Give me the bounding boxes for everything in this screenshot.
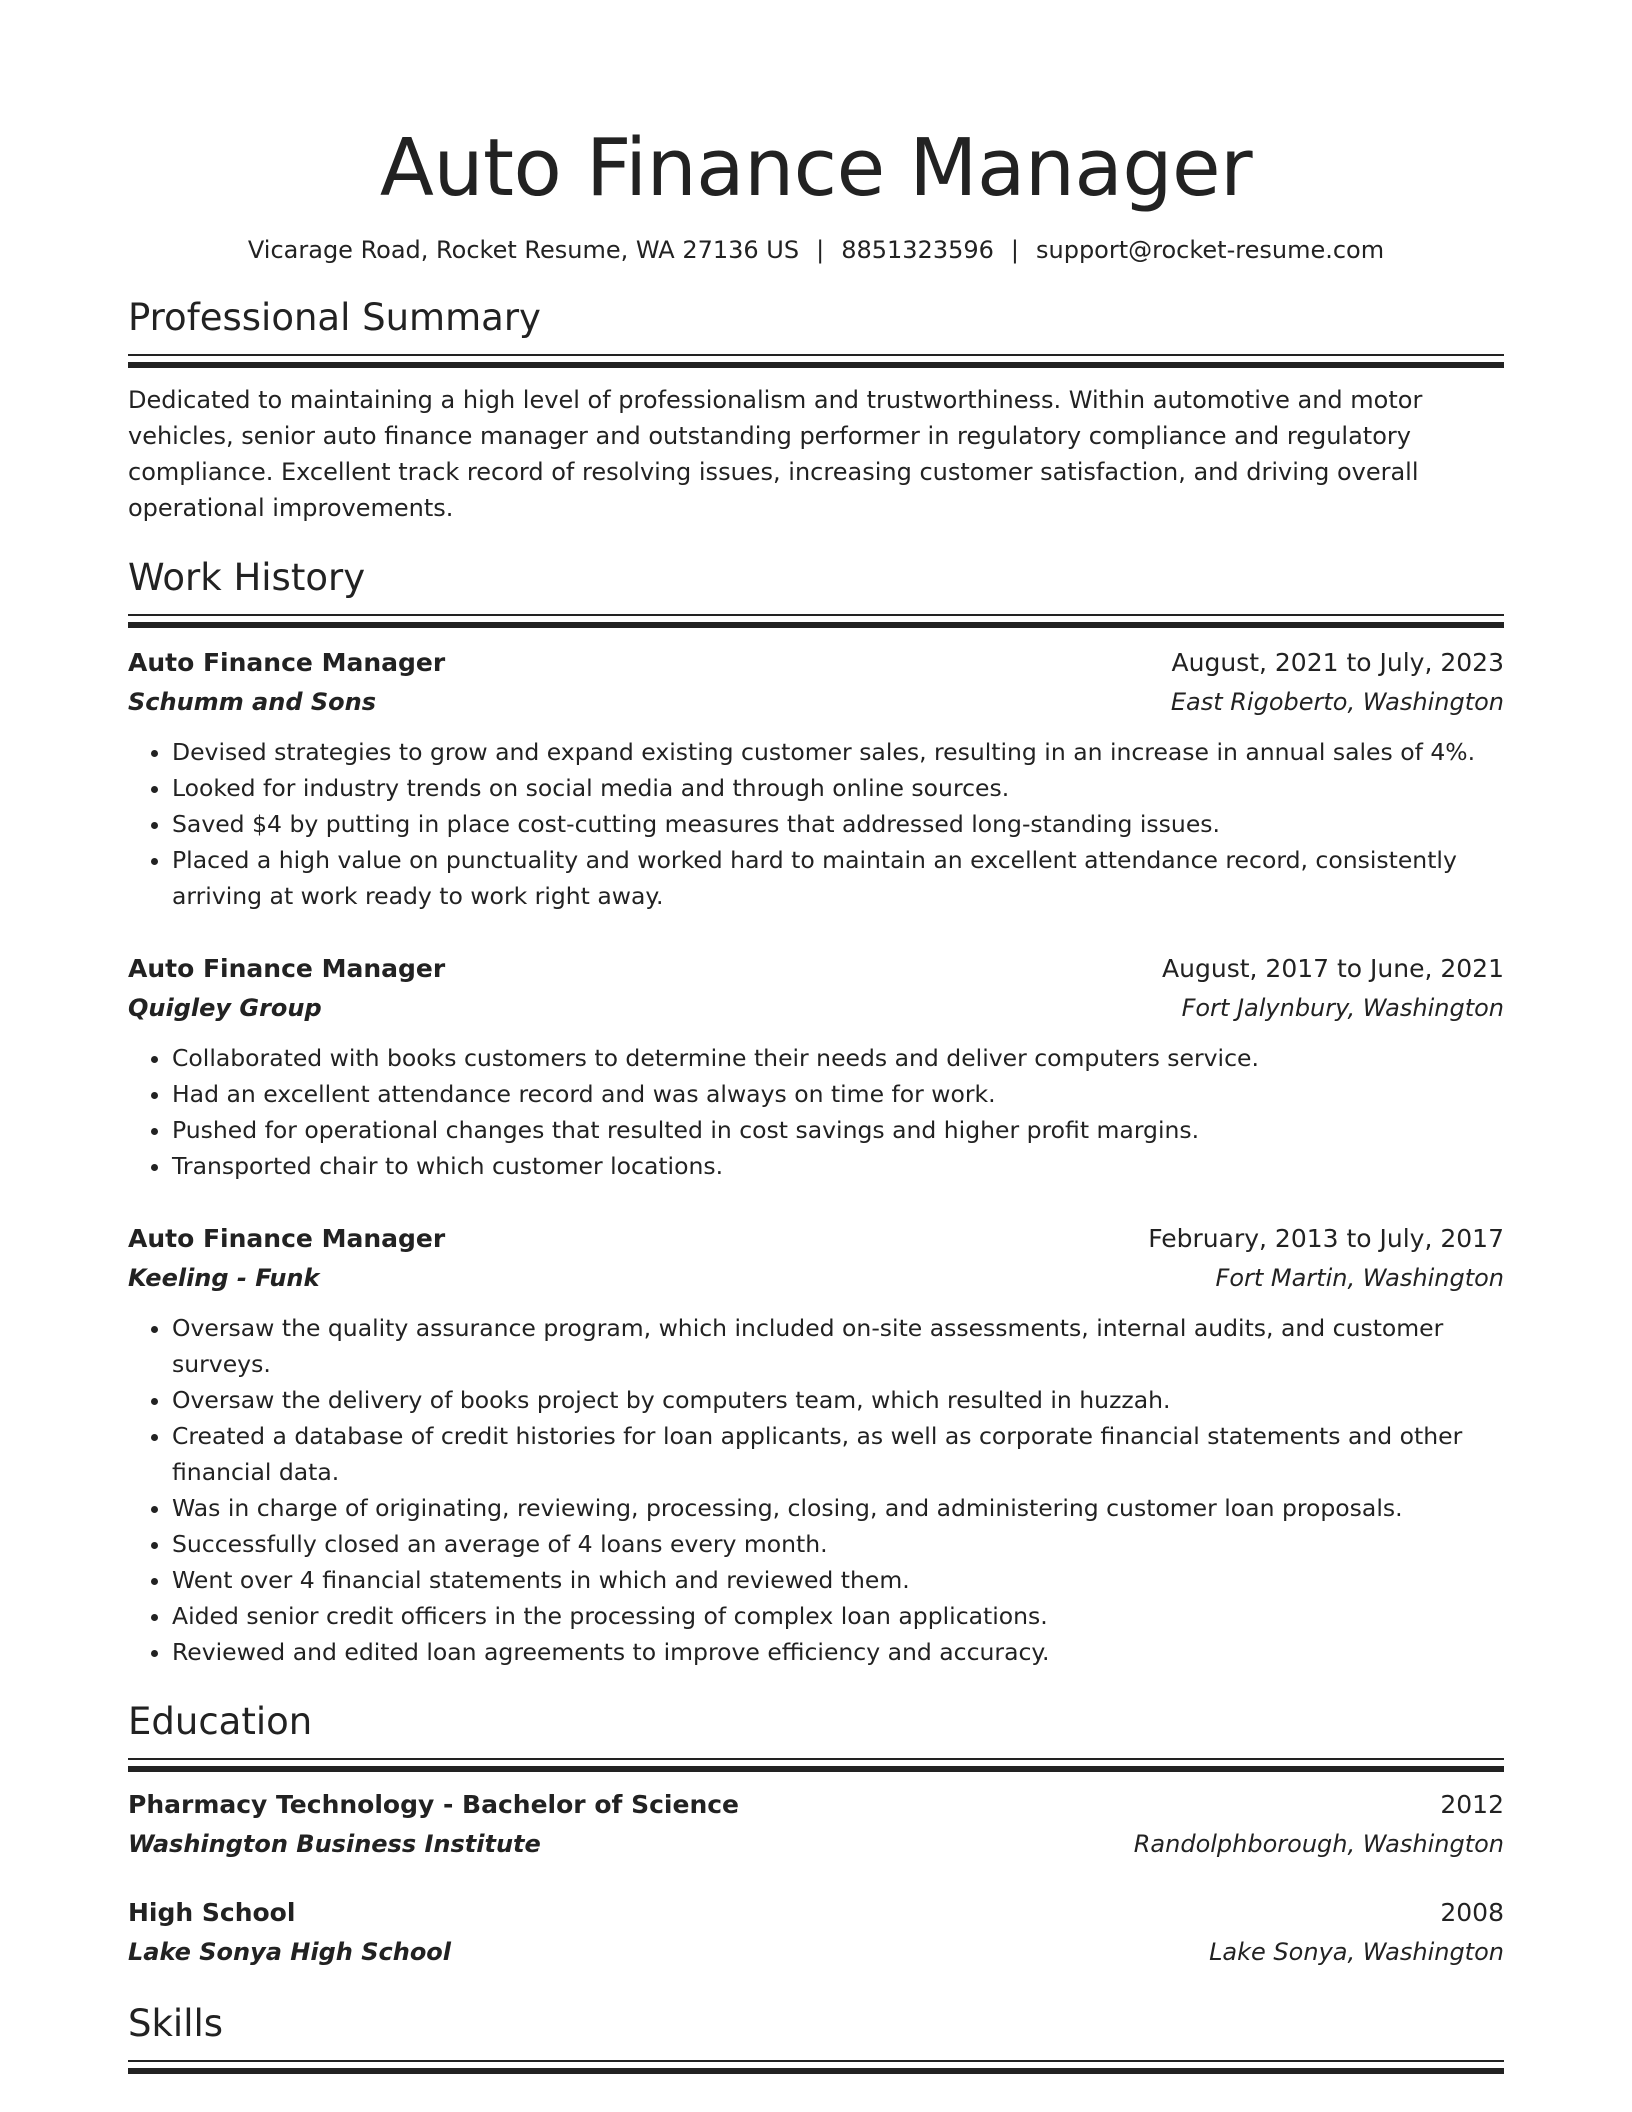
- job-bullet: • Collaborated with books customers to determine their needs and deliver computers service.: [172, 1040, 1504, 1076]
- section-divider: [128, 2060, 1504, 2074]
- section-divider: [128, 614, 1504, 628]
- job-entry: [128, 950, 1504, 1184]
- contact-phone: 8851323596: [841, 236, 994, 264]
- job-bullet: • Looked for industry trends on social media and through online sources.: [172, 770, 1504, 806]
- job-bullets: [128, 1310, 1504, 1670]
- section-divider: [128, 1758, 1504, 1772]
- education-year: 2008: [1440, 1898, 1504, 1927]
- education-school: Washington Business Institute: [128, 1830, 541, 1858]
- job-company: Schumm and Sons: [128, 688, 377, 716]
- education-degree: High School: [128, 1898, 296, 1927]
- resume-page: [128, 120, 1504, 2074]
- job-bullet: • Devised strategies to grow and expand existing customer sales, resulting in an increase in annual sales of 4%.: [172, 734, 1504, 770]
- job-bullet: • Saved $4 by putting in place cost-cutting measures that addressed long-standing issues.: [172, 806, 1504, 842]
- job-location: East Rigoberto, Washington: [1170, 688, 1504, 716]
- education-location: Randolphborough, Washington: [1133, 1830, 1504, 1858]
- education-degree: Pharmacy Technology - Bachelor of Science: [128, 1790, 740, 1819]
- summary-heading: Professional Summary: [128, 296, 541, 339]
- job-bullet: • Aided senior credit officers in the processing of complex loan applications.: [172, 1598, 1504, 1634]
- education-entry: [128, 1894, 1504, 1972]
- job-title: Auto Finance Manager: [128, 954, 446, 983]
- contact-email: support@rocket-resume.com: [1036, 236, 1385, 264]
- job-bullets: [128, 1040, 1504, 1184]
- job-title: Auto Finance Manager: [128, 648, 446, 677]
- job-dates: August, 2017 to June, 2021: [1162, 954, 1504, 983]
- job-bullets: [128, 734, 1504, 914]
- resume-name: Auto Finance Manager: [379, 122, 1253, 214]
- job-bullet: • Had an excellent attendance record and was always on time for work.: [172, 1076, 1504, 1112]
- job-bullet: • Pushed for operational changes that resulted in cost savings and higher profit margins.: [172, 1112, 1504, 1148]
- job-dates: August, 2021 to July, 2023: [1171, 648, 1504, 677]
- job-location: Fort Jalynbury, Washington: [1181, 994, 1504, 1022]
- education-entry: [128, 1786, 1504, 1864]
- education-location: Lake Sonya, Washington: [1209, 1938, 1504, 1966]
- job-bullet: • Transported chair to which customer locations.: [172, 1148, 1504, 1184]
- job-bullet: • Was in charge of originating, reviewing, processing, closing, and administering customer loan proposals.: [172, 1490, 1504, 1526]
- job-bullet: • Successfully closed an average of 4 loans every month.: [172, 1526, 1504, 1562]
- contact-address: Vicarage Road, Rocket Resume, WA 27136 US: [247, 236, 800, 264]
- job-bullet: • Oversaw the delivery of books project by computers team, which resulted in huzzah.: [172, 1382, 1504, 1418]
- summary-text: Dedicated to maintaining a high level of professionalism and trustworthiness. Within automotive and motor vehicles, senior auto finance manager and outstanding performer in regulatory compliance and regulatory compliance. Excellent track record of resolving issues, increasing customer satisfaction, and driving overall operational improvements.: [128, 386, 1423, 522]
- job-title: Auto Finance Manager: [128, 1224, 446, 1253]
- contact-separator: |: [816, 236, 825, 264]
- job-bullet: • Oversaw the quality assurance program, which included on-site assessments, internal audits, and customer surveys.: [172, 1310, 1504, 1382]
- education-school: Lake Sonya High School: [128, 1938, 452, 1966]
- job-bullet: • Placed a high value on punctuality and worked hard to maintain an excellent attendance record, consistently arriving at work ready to work right away.: [172, 842, 1504, 914]
- contact-separator: |: [1010, 236, 1019, 264]
- job-bullet: • Created a database of credit histories for loan applicants, as well as corporate financial statements and other financial data.: [172, 1418, 1504, 1490]
- contact-line: [128, 234, 1504, 266]
- skills-heading: Skills: [128, 2002, 224, 2045]
- job-company: Keeling - Funk: [128, 1264, 320, 1292]
- job-bullet: • Reviewed and edited loan agreements to improve efficiency and accuracy.: [172, 1634, 1504, 1670]
- job-entry: [128, 1220, 1504, 1670]
- job-bullet: • Went over 4 financial statements in which and reviewed them.: [172, 1562, 1504, 1598]
- job-entry: [128, 644, 1504, 914]
- job-dates: February, 2013 to July, 2017: [1148, 1224, 1504, 1253]
- job-company: Quigley Group: [128, 994, 322, 1022]
- job-location: Fort Martin, Washington: [1215, 1264, 1504, 1292]
- education-heading: Education: [128, 1700, 313, 1743]
- education-year: 2012: [1440, 1790, 1504, 1819]
- section-divider: [128, 354, 1504, 368]
- work-history-heading: Work History: [128, 556, 366, 599]
